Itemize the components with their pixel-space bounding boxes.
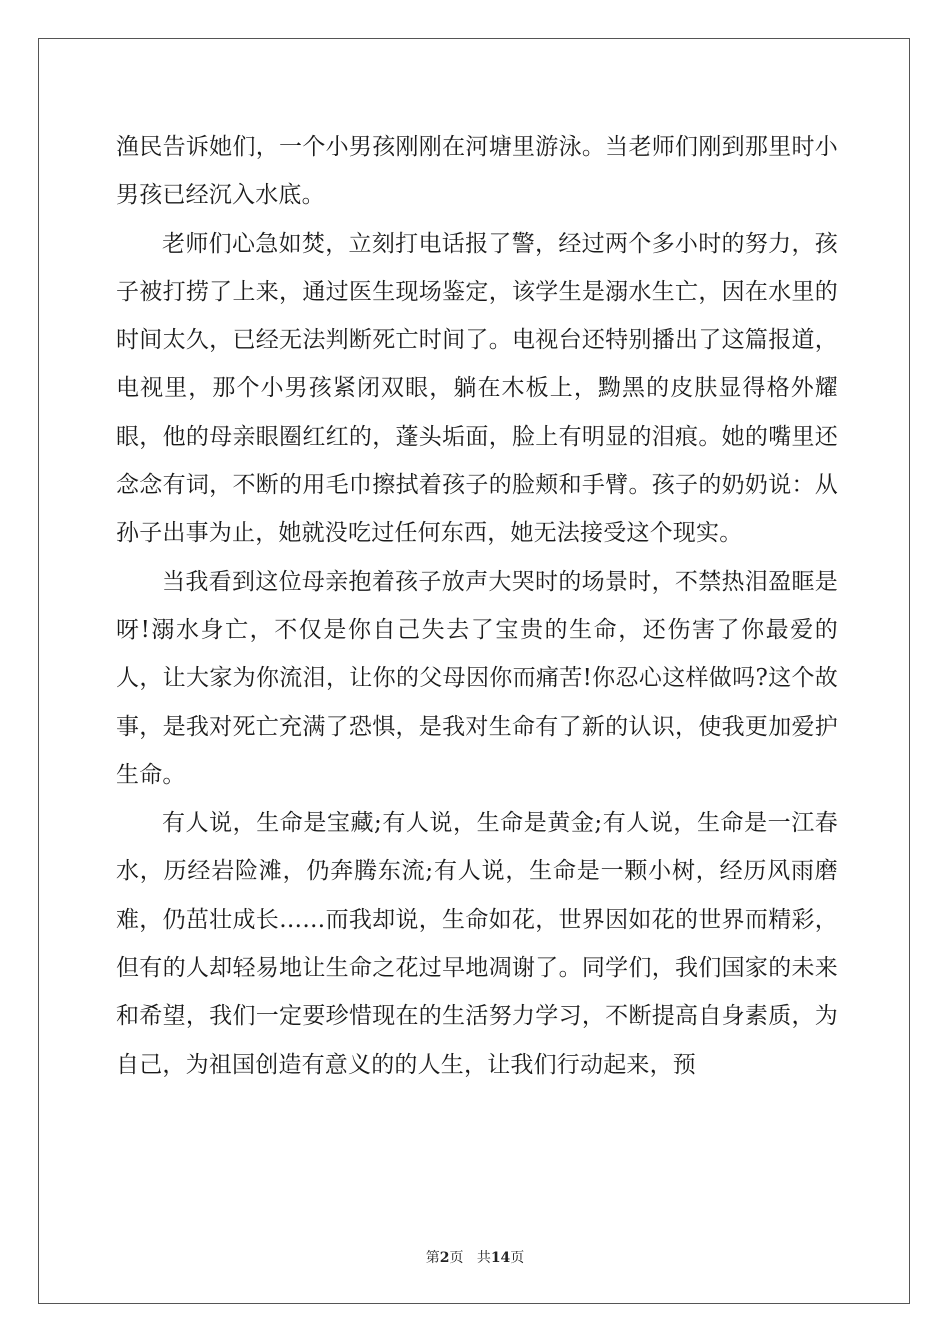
paragraph-2: 老师们心急如焚，立刻打电话报了警，经过两个多小时的努力，孩子被打捞了上来，通过医生现场鉴定，该学生是溺水生亡，因在水里的时间太久，已经无法判断死亡时间了。电视台还特别播出了这篇报道，电视里，那个小男孩紧闭双眼，躺在木板上，黝黑的皮肤显得格外耀眼，他的母亲眼圈红红的，蓬头垢面，脸上有明显的泪痕。她的嘴里还念念有词，不断的用毛巾擦拭着孩子的脸颊和手臂。孩子的奶奶说：从孙子出事为止，她就没吃过任何东西，她无法接受这个现实。 xyxy=(116,230,838,547)
footer-total-prefix: 共 xyxy=(476,1250,491,1266)
paragraph-4: 有人说，生命是宝藏;有人说，生命是黄金;有人说，生命是一江春水，历经岩险滩，仍奔腾东流;有人说，生命是一颗小树，经历风雨磨难，仍茁壮成长……而我却说，生命如花，世界因如花的世界而精彩，但有的人却轻易地让生命之花过早地凋谢了。同学们，我们国家的未来和希望，我们一定要珍惜现在的生活努力学习，不断提高自身素质，为自己，为祖国创造有意义的的人生，让我们行动起来，预 xyxy=(116,810,838,1078)
footer-page-number: 2 xyxy=(439,1250,450,1266)
document-body xyxy=(116,123,838,1089)
footer-page-prefix: 第 xyxy=(425,1250,440,1266)
footer-page-suffix: 页 xyxy=(449,1250,464,1266)
footer-total-suffix: 页 xyxy=(510,1250,525,1266)
paragraph-1: 渔民告诉她们，一个小男孩刚刚在河塘里游泳。当老师们刚到那里时小男孩已经沉入水底。 xyxy=(116,134,838,209)
page-footer xyxy=(0,1247,950,1267)
paragraph-3: 当我看到这位母亲抱着孩子放声大哭时的场景时，不禁热泪盈眶是呀!溺水身亡，不仅是你自己失去了宝贵的生命，还伤害了你最爱的人，让大家为你流泪，让你的父母因你而痛苦!你忍心这样做吗?这个故事，是我对死亡充满了恐惧，是我对生命有了新的认识，使我更加爱护生命。 xyxy=(116,568,838,788)
footer-total-pages: 14 xyxy=(490,1250,511,1266)
